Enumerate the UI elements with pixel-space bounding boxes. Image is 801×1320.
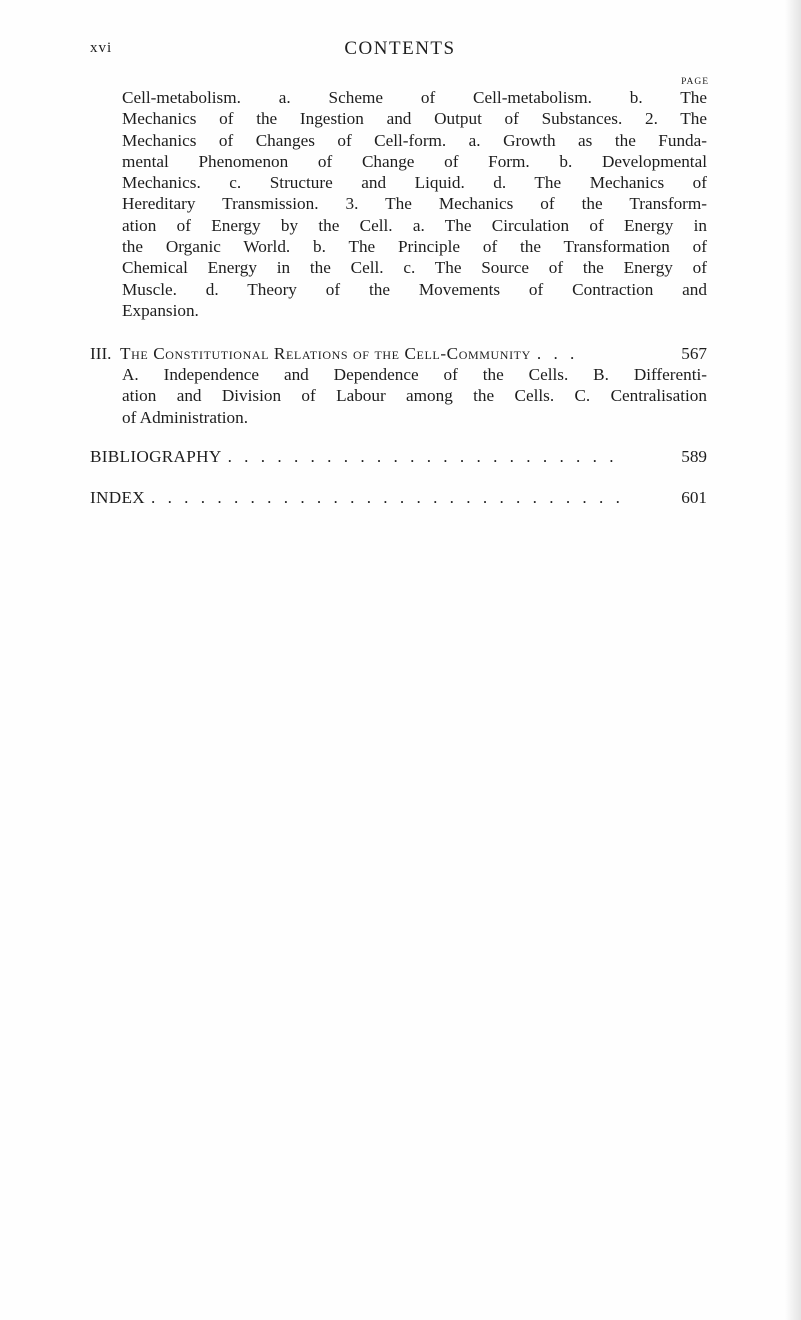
running-head xyxy=(90,38,710,64)
entry-line: Mechanics of Changes of Cell-form. a. Growth as the Funda- xyxy=(122,130,707,150)
entry-line: Muscle. d. Theory of the Movements of Contraction and xyxy=(122,279,707,299)
index-label: INDEX xyxy=(90,488,145,507)
section-iii-heading xyxy=(90,343,707,364)
entry-line: of Administration. xyxy=(122,407,249,427)
page-numeral: xvi xyxy=(90,40,113,56)
page-number: 567 xyxy=(681,344,707,363)
dot-leader: . . . . . . . . . . . . . . . . . . . . . . . . xyxy=(227,447,618,466)
bibliography-label: BIBLIOGRAPHY xyxy=(90,447,222,466)
page-number: 601 xyxy=(681,488,707,507)
page-column-label: PAGE xyxy=(681,77,709,87)
page-number: 589 xyxy=(681,447,707,466)
entry-line: ation and Division of Labour among the Cells. C. Centralisation xyxy=(122,386,707,406)
bibliography-row xyxy=(90,446,707,467)
entry-line: ation of Energy by the Cell. a. The Circulation of Energy in xyxy=(122,215,707,235)
entry-line: Cell-metabolism. a. Scheme of Cell-metabolism. b. The xyxy=(122,88,707,107)
page-title: CONTENTS xyxy=(344,38,456,59)
section-iii-entry xyxy=(122,364,707,428)
entry-line: Hereditary Transmission. 3. The Mechanics of the Transform- xyxy=(122,194,707,214)
entry-line: A. Independence and Dependence of the Cells. B. Differenti- xyxy=(122,365,707,384)
dot-leader: . . . . . . . . . . . . . . . . . . . . . . . . . . . . . xyxy=(150,488,624,507)
index-row xyxy=(90,487,707,508)
entry-line: Chemical Energy in the Cell. c. The Source of the Energy of xyxy=(122,258,707,278)
entry-line: Mechanics of the Ingestion and Output of Substances. 2. The xyxy=(122,109,707,129)
dot-leader: . . . xyxy=(536,344,579,363)
section-number: III. xyxy=(90,344,112,363)
scan-edge-shadow xyxy=(785,0,801,1320)
cell-metabolism-entry xyxy=(122,87,707,321)
entry-line: Expansion. xyxy=(122,300,199,320)
entry-line: the Organic World. b. The Principle of the Transformation of xyxy=(122,237,707,257)
entry-line: mental Phenomenon of Change of Form. b. Developmental xyxy=(122,151,707,171)
entry-line: Mechanics. c. Structure and Liquid. d. The Mechanics of xyxy=(122,173,707,193)
section-title: The Constitutional Relations of the Cell-Community xyxy=(120,344,531,363)
